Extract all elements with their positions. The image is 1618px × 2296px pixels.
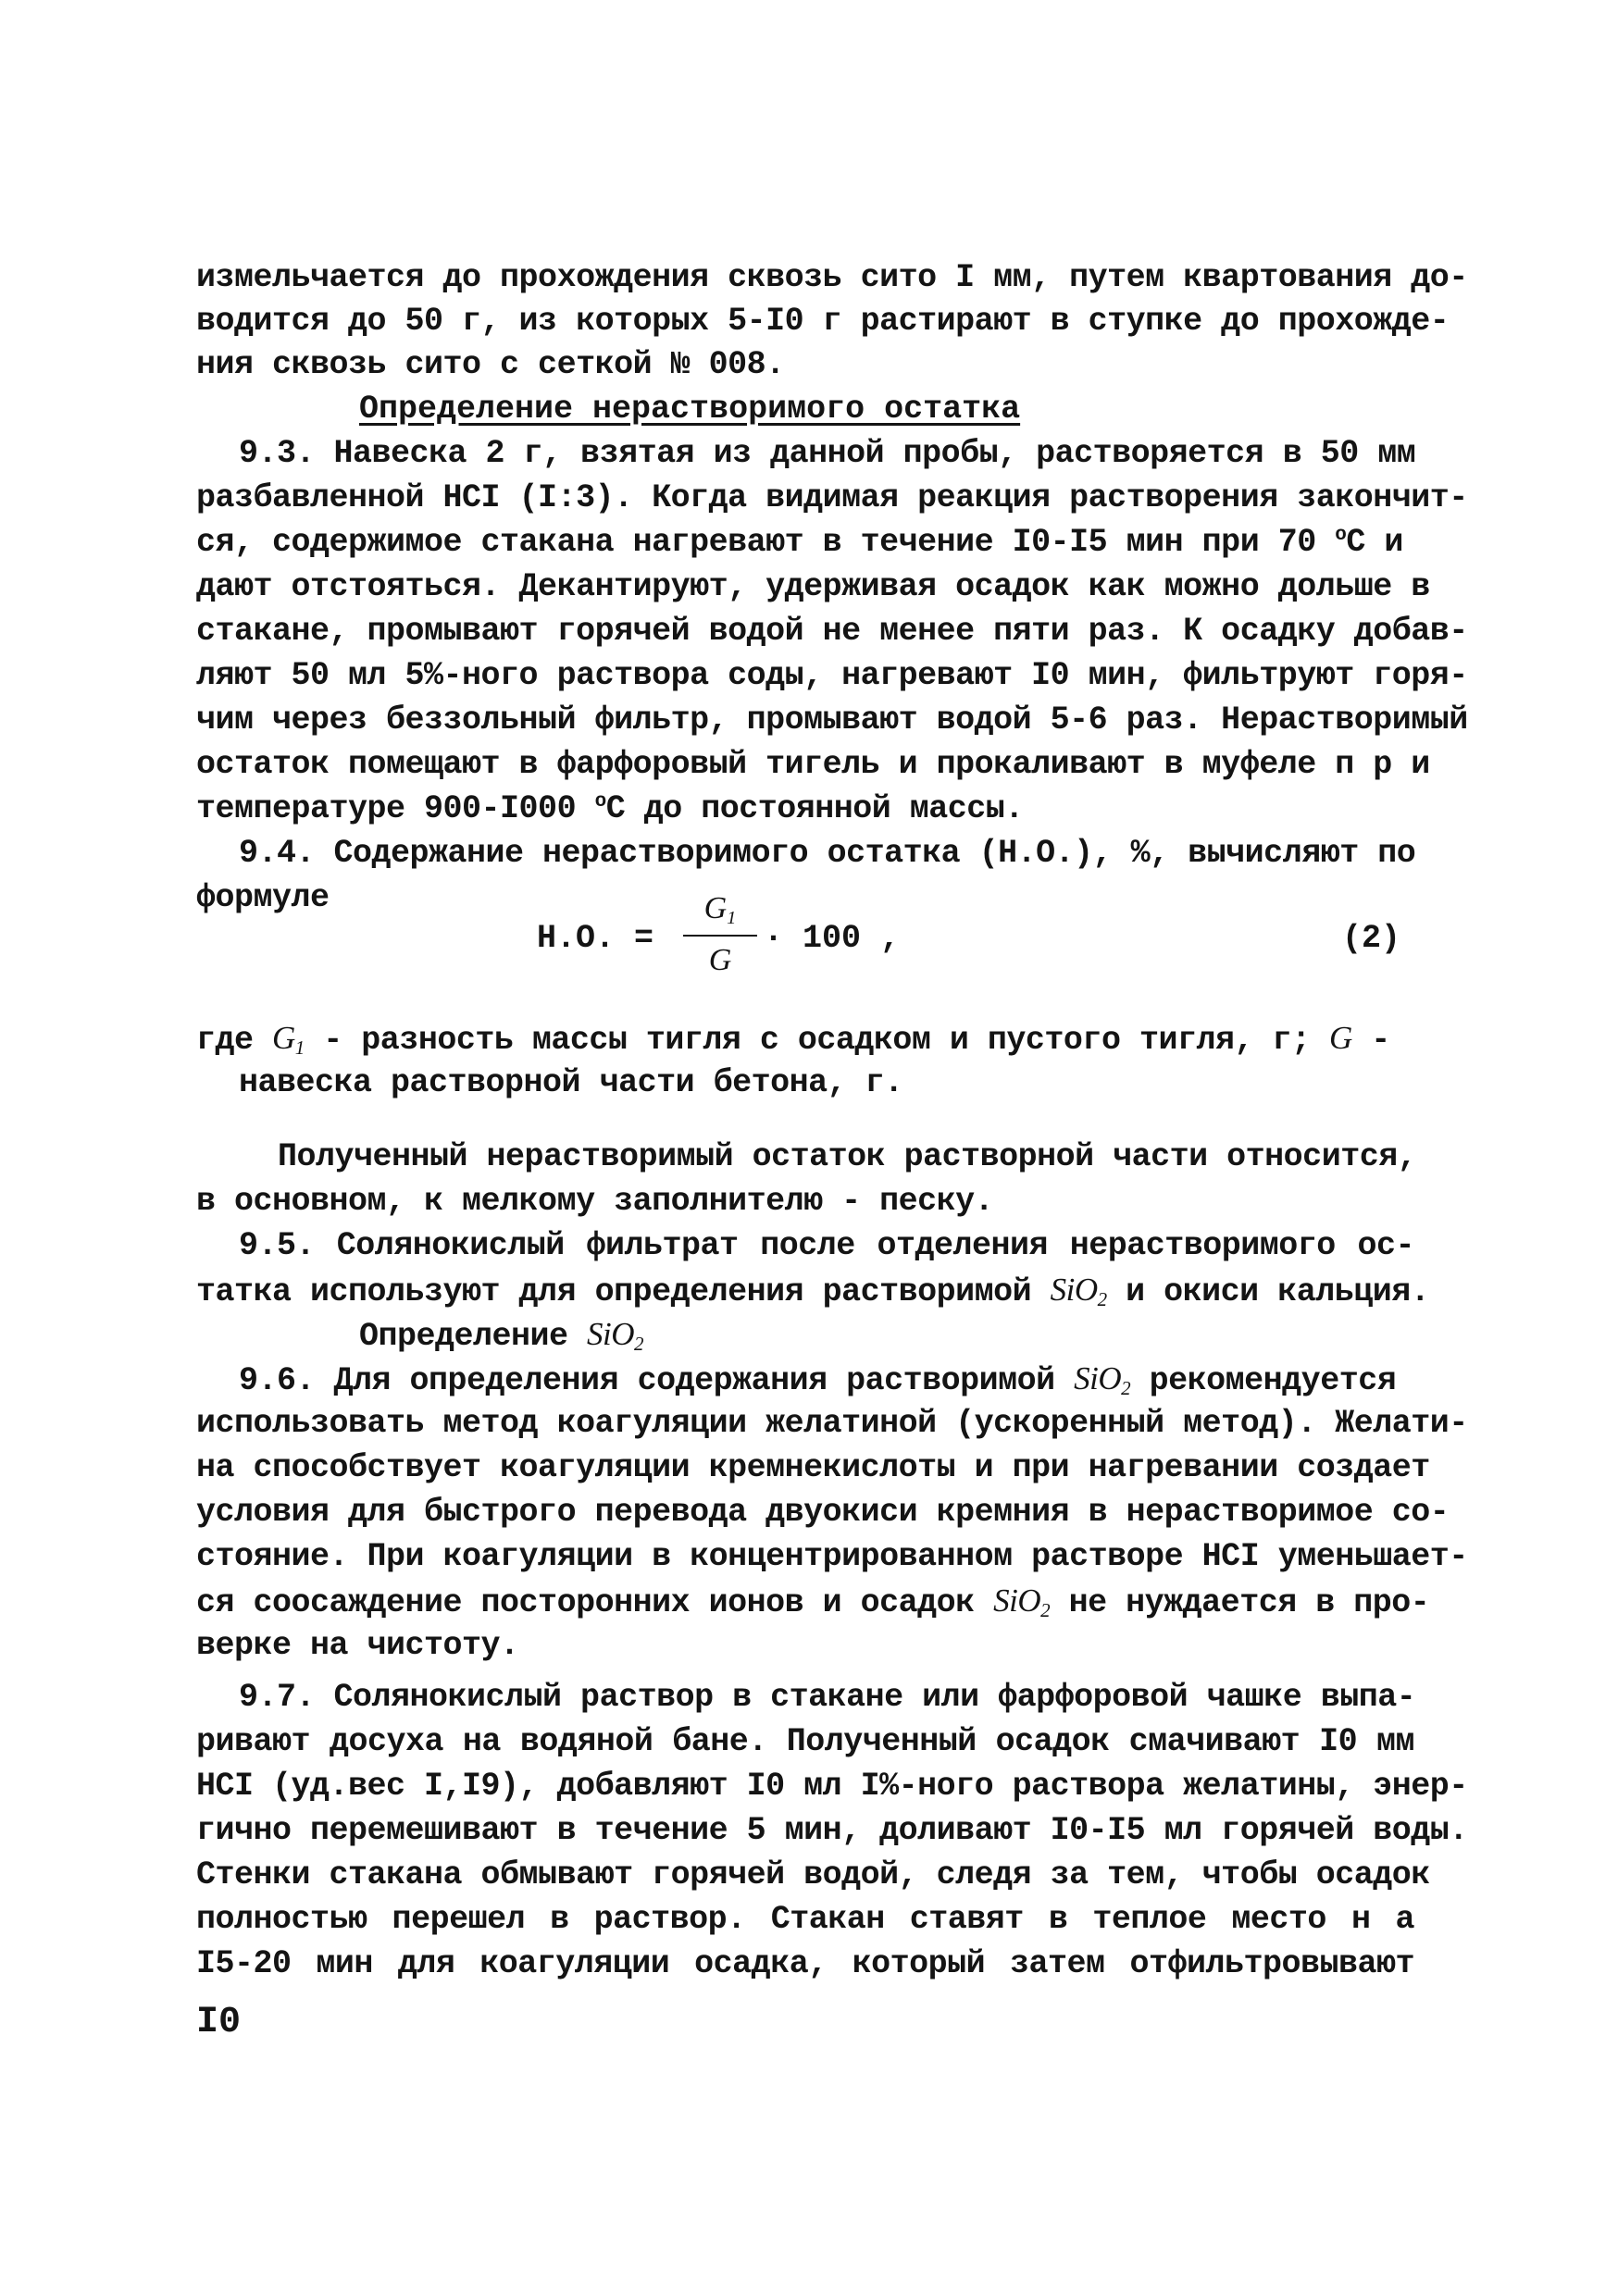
text-line: ляют 50 мл 5%-ного раствора соды, нагревают I0 мин, фильтруют горя- — [196, 657, 1468, 694]
text-line: чим через беззольный фильтр, промывают водой 5-6 раз. Нерастворимый — [196, 701, 1468, 738]
section-heading-sio2: Определение SiO$_2$ — [359, 1316, 644, 1355]
text-line: измельчается до прохождения сквозь сито I мм, путем квартования до- — [196, 259, 1468, 296]
formula-lhs: Н.О. = — [537, 920, 654, 957]
fraction-bar — [683, 935, 757, 937]
text-line: Полученный нерастворимый остаток растворной части относится, — [278, 1138, 1417, 1175]
text-line: 9.5. Солянокислый фильтрат после отделения нерастворимого ос- — [239, 1227, 1414, 1264]
text-line: Стенки стакана обмывают горячей водой, следя за тем, чтобы осадок — [196, 1856, 1430, 1893]
formula-denominator: G — [708, 943, 732, 977]
text-line — [196, 787, 1414, 831]
text-line: использовать метод коагуляции желатиной (ускоренный метод). Желати- — [196, 1405, 1468, 1442]
formula-rhs: · 100 , — [764, 920, 901, 957]
text-line: формуле — [196, 879, 330, 916]
text-segment: С и — [1346, 524, 1403, 561]
symbol-g1: $G_1$ — [272, 1020, 305, 1059]
text-line: водится до 50 г, из которых 5-I0 г растирают в ступке до прохожде- — [196, 303, 1450, 340]
page-number: I0 — [196, 2002, 242, 2043]
formula-sio2: SiO$_2$ — [1050, 1272, 1107, 1310]
text-line: I5-20 мин для коагуляции осадка, который затем отфильтровывают — [196, 1945, 1414, 1982]
text-line: НСI (уд.вес I,I9), добавляют I0 мл I%-ного раствора желатины, энер- — [196, 1768, 1468, 1805]
text-segment: С до постоянной массы. — [605, 790, 1024, 827]
text-line: дают отстояться. Декантируют, удерживая осадок как можно дольше в — [196, 568, 1430, 605]
text-line: где $G_1$ - разность массы тигля с осадком и пустого тигля, г; G - — [196, 1020, 1390, 1059]
section-heading-insoluble-residue: Определение нерастворимого остатка — [359, 391, 1021, 428]
text-line: остаток помещают в фарфоровый тигель и прокаливают в муфеле п р и — [196, 746, 1430, 783]
symbol-g: G — [1328, 1020, 1352, 1056]
text-line: ния сквозь сито с сеткой № 008. — [196, 346, 785, 383]
text-line: 9.6. Для определения содержания растворимой SiO$_2$ рекомендуется — [239, 1360, 1397, 1399]
text-line: полностью перешел в раствор. Стакан ставят в теплое место н а — [196, 1901, 1414, 1938]
formula-insoluble-residue — [537, 888, 926, 999]
formula-sio2: SiO$_2$ — [993, 1582, 1051, 1621]
text-line: 9.4. Содержание нерастворимого остатка (Н.О.), %, вычисляют по — [239, 835, 1416, 872]
text-line: условия для быстрого перевода двуокиси кремния в нерастворимое со- — [196, 1494, 1450, 1531]
text-line: в основном, к мелкому заполнителю - песку. — [196, 1183, 994, 1220]
text-segment: температуре 900-I000 — [196, 790, 595, 827]
formula-sio2: SiO$_2$ — [587, 1316, 644, 1355]
degree-sign: о — [1335, 525, 1347, 546]
text-line: татка используют для определения растворимой SiO$_2$ и окиси кальция. — [196, 1272, 1430, 1310]
text-line: навеска растворной части бетона, г. — [239, 1064, 903, 1101]
text-line: 9.7. Солянокислый раствор в стакане или фарфоровой чашке выпа- — [239, 1679, 1416, 1716]
text-segment: ся, содержимое стакана нагревают в течение I0-I5 мин при 70 — [196, 524, 1336, 561]
text-line: стояние. При коагуляции в концентрированном растворе НСI уменьшает- — [196, 1538, 1468, 1575]
degree-sign: о — [594, 791, 606, 813]
equation-number: (2) — [1342, 920, 1401, 957]
text-line: ся соосаждение посторонних ионов и осадок SiO$_2$ не нуждается в про- — [196, 1582, 1430, 1621]
text-line: верке на чистоту. — [196, 1627, 519, 1664]
text-line: ривают досуха на водяной бане. Полученный осадок смачивают I0 мм — [196, 1723, 1414, 1760]
formula-sio2: SiO$_2$ — [1074, 1360, 1131, 1399]
text-line: 9.3. Навеска 2 г, взятая из данной пробы, растворяется в 50 мм — [239, 435, 1416, 472]
text-line: гично перемешивают в течение 5 мин, доливают I0-I5 мл горячей воды. — [196, 1812, 1468, 1849]
formula-numerator: $G_1$ — [703, 891, 737, 928]
formula-fraction — [683, 888, 757, 981]
text-line: разбавленной НСI (I:3). Когда видимая реакция растворения закончит- — [196, 479, 1468, 516]
text-line: стакане, промывают горячей водой не менее пяти раз. К осадку добав- — [196, 613, 1468, 650]
text-line — [196, 520, 1414, 565]
text-line: на способствует коагуляции кремнекислоты и при нагревании создает — [196, 1449, 1430, 1486]
